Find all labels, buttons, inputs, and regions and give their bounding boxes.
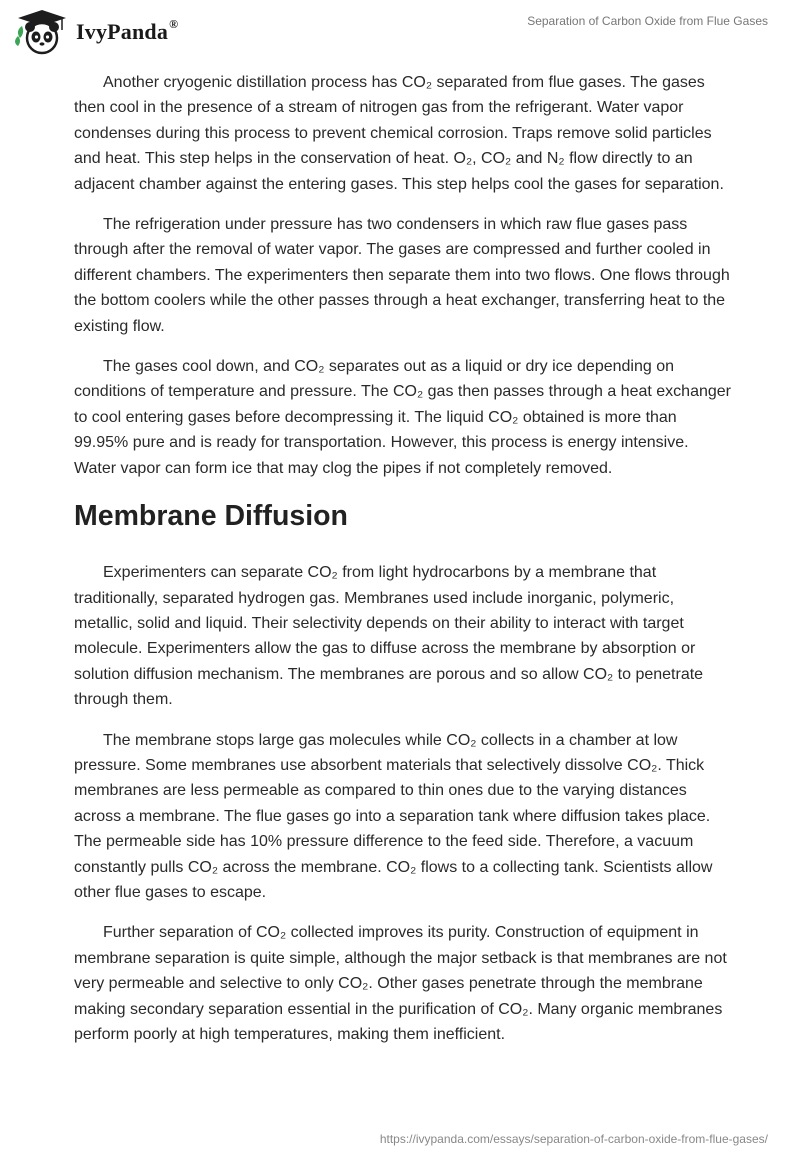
source-url[interactable]: https://ivypanda.com/essays/separation-of-carbon-oxide-from-flue-gases/ <box>379 1132 768 1146</box>
registered-mark: ® <box>169 17 179 31</box>
paragraph: The gases cool down, and CO₂ separates out as a liquid or dry ice depending on conditions of temperature and pressure. The CO₂ gas then passes through a heat exchanger to cool entering gases before decompressing it. The liquid CO₂ obtained is more than 99.95% pure and is ready for transportation. However, this process is energy intensive. Water vapor can form ice that may clog the pipes if not completely removed. <box>74 358 731 477</box>
paragraph: Further separation of CO₂ collected improves its purity. Construction of equipment in membrane separation is quite simple, although the major setback is that membranes are not very permeable and selective to only CO₂. Other gases penetrate through the membrane making secondary separation essential in the purification of CO₂. Many organic membranes perform poorly at high temperatures, making them inefficient. <box>74 924 727 1043</box>
paragraph: The refrigeration under pressure has two condensers in which raw flue gases pass through after the removal of water vapor. The gases are compressed and further cooled in different chambers. The experimenters then separate them into two flows. One flows through the bottom coolers while the other passes through a heat exchanger, transferring heat to the existing flow. <box>74 216 730 335</box>
paragraph: Experimenters can separate CO₂ from light hydrocarbons by a membrane that traditionally, separated hydrogen gas. Membranes used include inorganic, polymeric, metallic, solid and liquid. Their selectivity depends on their ability to interact with target molecule. Experimenters allow the gas to diffuse across the membrane by absorption or solution diffusion mechanism. The membranes are porous and so allow CO₂ to penetrate through them. <box>74 564 704 709</box>
section-heading: Membrane Diffusion <box>74 500 348 533</box>
brand-name: IvyPanda® <box>76 17 179 44</box>
essay-body <box>74 70 734 1062</box>
paragraph: Another cryogenic distillation process has CO₂ separated from flue gases. The gases then cool in the presence of a stream of nitrogen gas from the refrigerant. Water vapor condenses during this process to prevent chemical corrosion. Traps remove solid particles and heat. This step helps in the conservation of heat. O₂, CO₂ and N₂ flow directly to an adjacent chamber against the entering gases. This step helps cool the gases for separation. <box>74 74 724 193</box>
panda-logo-icon <box>14 8 70 56</box>
paragraph: The membrane stops large gas molecules while CO₂ collects in a chamber at low pressure. Some membranes use absorbent materials that selectively dissolve CO₂. Thick membranes are less permeable as compared to thin ones due to the varying distances across a membrane. The flue gases go into a separation tank where diffusion takes place. The permeable side has 10% pressure difference to the feed side. Therefore, a vacuum constantly pulls CO₂ across the membrane. CO₂ flows to a collecting tank. Scientists allow other flue gases to escape. <box>74 731 713 901</box>
document-title: Separation of Carbon Oxide from Flue Gases <box>527 14 768 28</box>
page-header <box>0 0 800 64</box>
logo[interactable] <box>14 8 178 56</box>
